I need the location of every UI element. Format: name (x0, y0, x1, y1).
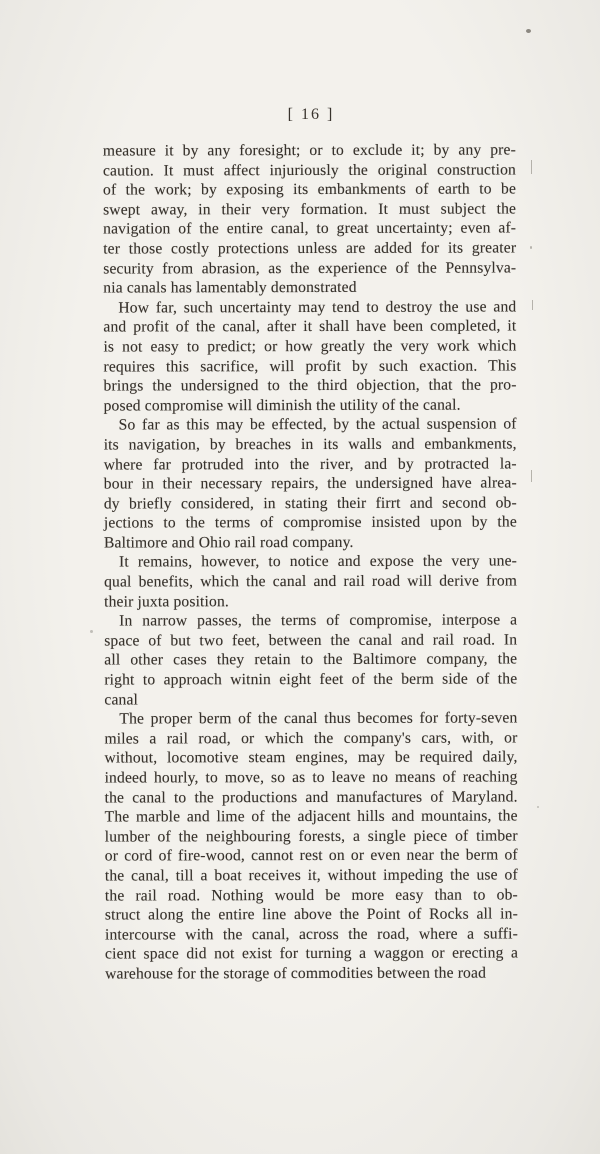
text-line: The marble and lime of the adjacent hills and mountains, the (104, 807, 518, 826)
text-line: struct along the entire line above the Point of Rocks all in- (104, 905, 518, 924)
text-line: where far protruded into the river, and by protracted la- (103, 454, 517, 474)
scan-margin-mark (531, 160, 532, 174)
text-line: swept away, in their very formation. It must subject the (103, 200, 517, 219)
text-line: all other cases they retain to the Baltimore company, the (104, 650, 518, 669)
text-line: or cord of fire-wood, cannot rest on or even near the berm of (104, 846, 518, 865)
text-line: intercourse with the canal, across the road, where a suffi- (104, 925, 518, 944)
text-line: the canal to the productions and manufactures of Maryland. (104, 788, 518, 807)
page-text (103, 140, 518, 984)
text-line: ter those costly protections unless are added for its greater (103, 239, 517, 258)
scan-margin-mark (531, 470, 532, 482)
scan-speck (537, 806, 539, 808)
text-line: miles a rail road, or which the company's cars, with, or (104, 729, 518, 748)
text-line: the canal, till a boat receives it, without impeding the use of (104, 866, 518, 885)
text-line: indeed hourly, to move, so as to leave no means of reaching (104, 768, 518, 787)
text-line: is not easy to predict; or how greatly the very work which (103, 337, 517, 356)
text-line: navigation of the entire canal, to great uncertainty; even af- (103, 219, 517, 238)
scan-speck (530, 246, 532, 249)
text-line: the rail road. Nothing would be more easy than to ob- (104, 886, 518, 905)
text-line: right to approach witnin eight feet of the berm side of the (104, 670, 518, 689)
text-line: caution. It must affect injuriously the original construction (102, 161, 516, 180)
text-line: The proper berm of the canal thus becomes for forty-seven (119, 709, 518, 728)
text-line: measure it by any foresight; or to exclude it; by any pre- (102, 141, 516, 160)
scan-speck (526, 29, 531, 33)
text-line: security from abrasion, as the experience of the Pennsylva- (103, 259, 517, 278)
text-line: cient space did not exist for turning a waggon or erecting a (105, 944, 519, 963)
text-line: canal (104, 691, 139, 709)
text-line: In narrow passes, the terms of compromise, interpose a (119, 611, 518, 630)
text-line: jections to the terms of compromise insisted upon by the (103, 513, 517, 532)
text-line: of the work; by exposing its embankments of earth to be (103, 180, 517, 199)
text-line: Baltimore and Ohio rail road company. (103, 533, 354, 552)
scan-margin-mark (532, 300, 533, 310)
text-line: dy briefly considered, in stating their firrt and second ob- (103, 494, 517, 513)
text-line: their juxta position. (104, 592, 229, 611)
page-number: [ 16 ] (287, 106, 335, 123)
scan-speck (90, 630, 93, 633)
text-line: posed compromise will diminish the utility of the canal. (103, 396, 461, 415)
text-line: nia canals has lamentably demonstrated (103, 279, 357, 297)
text-line: brings the undersigned to the third objection, that the pro- (103, 376, 517, 395)
text-line: qual benefits, which the canal and rail road will derive from (104, 572, 518, 591)
text-line: How far, such uncertainty may tend to destroy the use and (118, 298, 517, 317)
text-line: warehouse for the storage of commodities between the road (105, 964, 487, 983)
text-line: and profit of the canal, after it shall have been completed, it (103, 317, 517, 336)
text-line: without, locomotive steam engines, may be required daily, (104, 748, 518, 767)
text-line: So far as this may be effected, by the actual suspension of (118, 415, 517, 434)
text-line: It remains, however, to notice and expose the very une- (118, 552, 518, 571)
text-line: space of but two feet, between the canal and rail road. In (104, 631, 518, 650)
text-line: bour in their necessary repairs, the undersigned have alrea- (103, 474, 517, 493)
text-line: requires this sacrifice, will profit by such exaction. This (103, 356, 517, 376)
text-line: its navigation, by breaches in its walls and embankments, (103, 435, 517, 454)
text-line: lumber of the neighbouring forests, a single piece of timber (104, 827, 518, 846)
